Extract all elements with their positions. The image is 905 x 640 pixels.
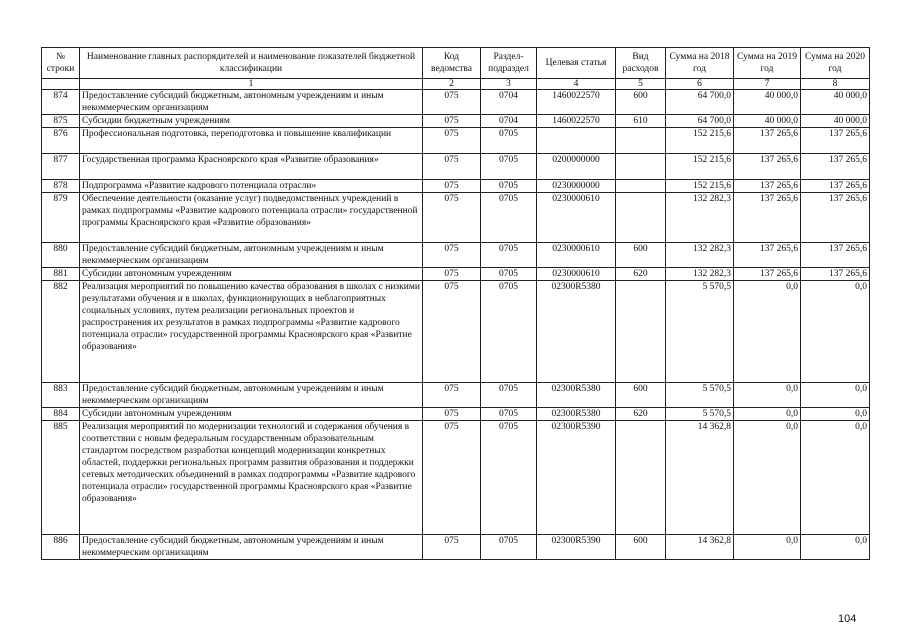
row-dept-code: 075 — [423, 268, 481, 281]
header-sum-2018: Сумма на 2018 год — [666, 48, 734, 79]
row-dept-code: 075 — [423, 154, 481, 180]
table-row — [42, 154, 870, 180]
row-number: 874 — [42, 90, 80, 115]
row-sum-2019: 0,0 — [734, 421, 801, 535]
row-name: Предоставление субсидий бюджетным, автономным учреждениям и иным некоммерческим организациям — [80, 383, 423, 408]
row-section: 0705 — [481, 383, 537, 408]
row-sum-2020: 0,0 — [801, 383, 870, 408]
row-number: 886 — [42, 535, 80, 560]
row-number: 885 — [42, 421, 80, 535]
row-target-item: 0230000610 — [537, 193, 616, 243]
row-dept-code: 075 — [423, 408, 481, 421]
row-section: 0705 — [481, 180, 537, 193]
row-sum-2018: 14 362,8 — [666, 535, 734, 560]
row-expense-type: 600 — [616, 535, 666, 560]
row-name: Предоставление субсидий бюджетным, автономным учреждениям и иным некоммерческим организациям — [80, 535, 423, 560]
row-dept-code: 075 — [423, 243, 481, 268]
row-name: Предоставление субсидий бюджетным, автономным учреждениям и иным некоммерческим организациям — [80, 243, 423, 268]
row-name: Субсидии автономным учреждениям — [80, 268, 423, 281]
column-number: 1 — [80, 79, 423, 90]
row-number: 877 — [42, 154, 80, 180]
row-expense-type — [616, 193, 666, 243]
column-numbers-row — [42, 79, 870, 90]
row-dept-code: 075 — [423, 281, 481, 383]
column-number: 8 — [801, 79, 870, 90]
row-target-item: 1460022570 — [537, 90, 616, 115]
row-target-item: 0200000000 — [537, 154, 616, 180]
row-sum-2020: 137 265,6 — [801, 154, 870, 180]
table-row — [42, 281, 870, 383]
page-number: 104 — [838, 613, 857, 625]
column-number — [42, 79, 80, 90]
row-section: 0705 — [481, 408, 537, 421]
header-name: Наименование главных распорядителей и наименование показателей бюджетной классификации — [80, 48, 423, 79]
row-dept-code: 075 — [423, 115, 481, 128]
row-expense-type: 600 — [616, 90, 666, 115]
row-target-item: 02300R5380 — [537, 408, 616, 421]
table-header — [42, 48, 870, 90]
row-name: Подпрограмма «Развитие кадрового потенциала отрасли» — [80, 180, 423, 193]
row-section: 0705 — [481, 128, 537, 154]
row-dept-code: 075 — [423, 180, 481, 193]
table-row — [42, 128, 870, 154]
header-dept-code: Код ведомства — [423, 48, 481, 79]
row-expense-type — [616, 421, 666, 535]
table-row — [42, 383, 870, 408]
row-sum-2020: 0,0 — [801, 535, 870, 560]
table-row — [42, 243, 870, 268]
table-row — [42, 180, 870, 193]
row-target-item: 0230000610 — [537, 243, 616, 268]
row-number: 884 — [42, 408, 80, 421]
row-sum-2018: 5 570,5 — [666, 281, 734, 383]
row-section: 0705 — [481, 281, 537, 383]
row-sum-2019: 137 265,6 — [734, 128, 801, 154]
row-dept-code: 075 — [423, 421, 481, 535]
column-number: 2 — [423, 79, 481, 90]
row-sum-2019: 137 265,6 — [734, 193, 801, 243]
table-row — [42, 193, 870, 243]
row-section: 0705 — [481, 421, 537, 535]
row-dept-code: 075 — [423, 90, 481, 115]
header-target-item: Целевая статья — [537, 48, 616, 79]
row-sum-2018: 64 700,0 — [666, 115, 734, 128]
row-target-item: 02300R5390 — [537, 535, 616, 560]
row-sum-2018: 152 215,6 — [666, 154, 734, 180]
row-section: 0704 — [481, 115, 537, 128]
row-number: 878 — [42, 180, 80, 193]
row-name: Реализация мероприятий по повышению качества образования в школах с низкими результатами обучения и в школах, функционирующих в неблагоприятных социальных условиях, путем реализации региональных проектов и распространения их результатов в рамках подпрограммы «Развитие кадрового потенциала отрасли» государственной программы Красноярского края «Развитие образования» — [80, 281, 423, 383]
column-number: 7 — [734, 79, 801, 90]
row-target-item: 02300R5380 — [537, 383, 616, 408]
row-section: 0705 — [481, 535, 537, 560]
row-sum-2019: 137 265,6 — [734, 154, 801, 180]
row-sum-2019: 40 000,0 — [734, 90, 801, 115]
row-number: 882 — [42, 281, 80, 383]
row-target-item: 02300R5390 — [537, 421, 616, 535]
row-sum-2020: 40 000,0 — [801, 115, 870, 128]
row-name: Профессиональная подготовка, переподготовка и повышение квалификации — [80, 128, 423, 154]
row-sum-2018: 14 362,8 — [666, 421, 734, 535]
row-number: 881 — [42, 268, 80, 281]
row-target-item — [537, 128, 616, 154]
table-row — [42, 268, 870, 281]
row-name: Субсидии бюджетным учреждениям — [80, 115, 423, 128]
row-target-item: 02300R5380 — [537, 281, 616, 383]
row-sum-2020: 0,0 — [801, 408, 870, 421]
row-name: Государственная программа Красноярского края «Развитие образования» — [80, 154, 423, 180]
table-row — [42, 421, 870, 535]
row-expense-type — [616, 128, 666, 154]
table-row — [42, 535, 870, 560]
row-sum-2018: 132 282,3 — [666, 243, 734, 268]
header-section: Раздел-подраздел — [481, 48, 537, 79]
table-body — [42, 90, 870, 560]
row-expense-type — [616, 154, 666, 180]
row-sum-2018: 64 700,0 — [666, 90, 734, 115]
header-sum-2020: Сумма на 2020 год — [801, 48, 870, 79]
row-sum-2018: 5 570,5 — [666, 383, 734, 408]
column-number: 5 — [616, 79, 666, 90]
column-number: 6 — [666, 79, 734, 90]
row-sum-2019: 137 265,6 — [734, 180, 801, 193]
row-sum-2018: 152 215,6 — [666, 128, 734, 154]
row-sum-2018: 132 282,3 — [666, 193, 734, 243]
column-number: 3 — [481, 79, 537, 90]
table-row — [42, 115, 870, 128]
row-section: 0705 — [481, 193, 537, 243]
row-expense-type — [616, 281, 666, 383]
row-section: 0705 — [481, 154, 537, 180]
row-expense-type: 620 — [616, 268, 666, 281]
row-sum-2018: 5 570,5 — [666, 408, 734, 421]
row-dept-code: 075 — [423, 128, 481, 154]
row-expense-type: 600 — [616, 243, 666, 268]
row-section: 0705 — [481, 243, 537, 268]
row-sum-2020: 40 000,0 — [801, 90, 870, 115]
column-number: 4 — [537, 79, 616, 90]
row-sum-2019: 0,0 — [734, 535, 801, 560]
table-row — [42, 408, 870, 421]
header-sum-2019: Сумма на 2019 год — [734, 48, 801, 79]
row-target-item: 0230000610 — [537, 268, 616, 281]
row-sum-2020: 137 265,6 — [801, 268, 870, 281]
row-name: Предоставление субсидий бюджетным, автономным учреждениям и иным некоммерческим организациям — [80, 90, 423, 115]
table-row — [42, 90, 870, 115]
row-section: 0704 — [481, 90, 537, 115]
row-section: 0705 — [481, 268, 537, 281]
row-sum-2018: 152 215,6 — [666, 180, 734, 193]
row-expense-type: 610 — [616, 115, 666, 128]
row-name: Субсидии автономным учреждениям — [80, 408, 423, 421]
row-number: 876 — [42, 128, 80, 154]
row-number: 879 — [42, 193, 80, 243]
header-expense-type: Вид расходов — [616, 48, 666, 79]
row-number: 880 — [42, 243, 80, 268]
budget-table — [41, 47, 870, 560]
row-expense-type — [616, 180, 666, 193]
row-sum-2019: 40 000,0 — [734, 115, 801, 128]
row-sum-2019: 137 265,6 — [734, 243, 801, 268]
row-sum-2018: 132 282,3 — [666, 268, 734, 281]
row-target-item: 1460022570 — [537, 115, 616, 128]
row-expense-type: 600 — [616, 383, 666, 408]
row-dept-code: 075 — [423, 535, 481, 560]
row-sum-2019: 0,0 — [734, 383, 801, 408]
row-number: 883 — [42, 383, 80, 408]
header-row-number: № строки — [42, 48, 80, 79]
row-dept-code: 075 — [423, 383, 481, 408]
row-sum-2019: 137 265,6 — [734, 268, 801, 281]
row-sum-2019: 0,0 — [734, 281, 801, 383]
row-sum-2020: 137 265,6 — [801, 128, 870, 154]
row-number: 875 — [42, 115, 80, 128]
row-target-item: 0230000000 — [537, 180, 616, 193]
row-sum-2020: 137 265,6 — [801, 193, 870, 243]
row-sum-2020: 137 265,6 — [801, 243, 870, 268]
row-sum-2020: 0,0 — [801, 421, 870, 535]
row-sum-2019: 0,0 — [734, 408, 801, 421]
row-sum-2020: 137 265,6 — [801, 180, 870, 193]
row-sum-2020: 0,0 — [801, 281, 870, 383]
row-name: Обеспечение деятельности (оказание услуг) подведомственных учреждений в рамках подпрограммы «Развитие кадрового потенциала отрасли» государственной программы Красноярского края «Развитие образования» — [80, 193, 423, 243]
row-dept-code: 075 — [423, 193, 481, 243]
row-name: Реализация мероприятий по модернизации технологий и содержания обучения в соответствии с новым федеральным государственным образовательным стандартом посредством разработки концепций модернизации конкретных областей, поддержки региональных программ развития образования и поддержки сетевых методических объединений в рамках подпрограммы «Развитие кадрового потенциала отрасли» государственной программы Красноярского края «Развитие образования» — [80, 421, 423, 535]
row-expense-type: 620 — [616, 408, 666, 421]
